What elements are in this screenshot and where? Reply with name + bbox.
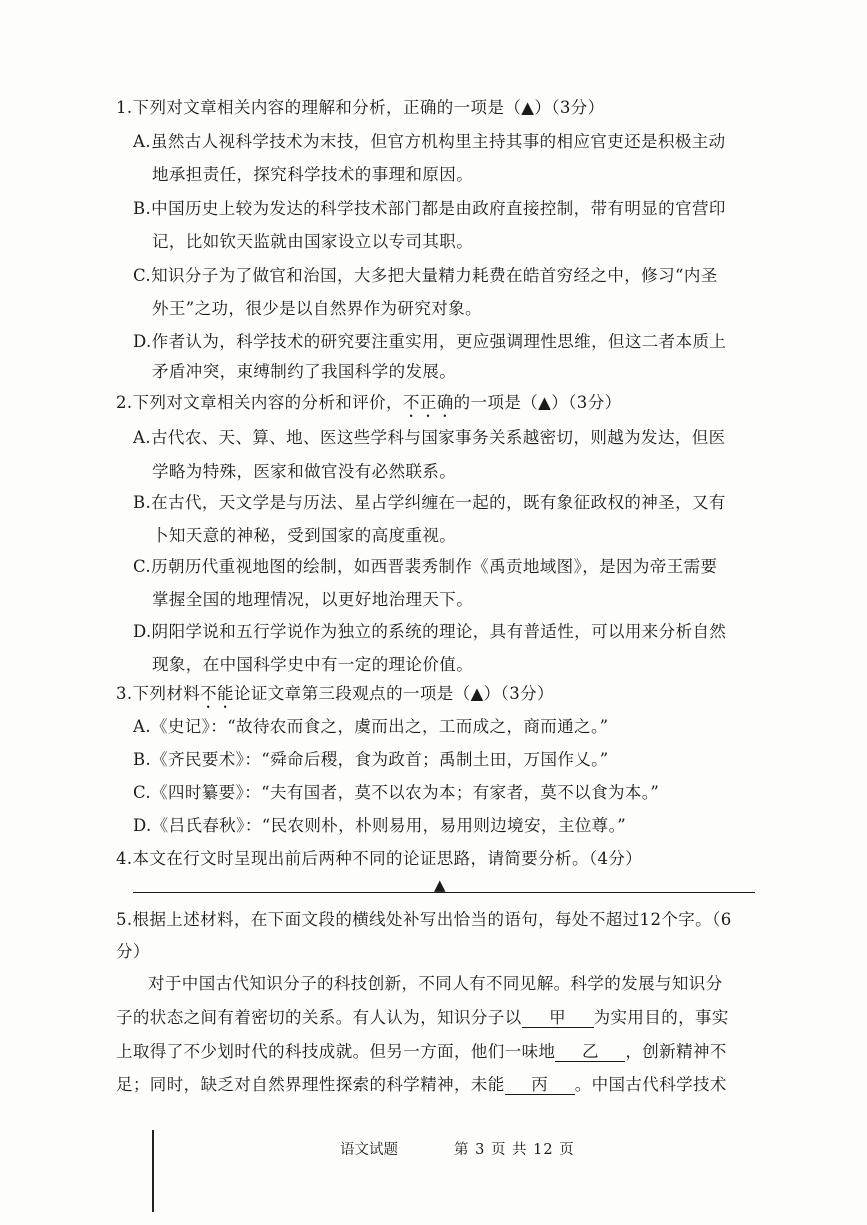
q1-option-c-cont: 外王”之功，很少是以自然界作为研究对象。: [152, 299, 482, 318]
blank-bing: 丙: [505, 1076, 575, 1095]
q2-option-c-cont: 掌握全国的地理情况，以更好地治理天下。: [152, 590, 474, 609]
q3-stem: [116, 680, 554, 712]
q3-option-c: C.《四时纂要》：“夫有国者，莫不以农为本；有家者，莫不以食为本。”: [133, 783, 660, 802]
q2-stem-pre: 2.下列对文章相关内容的分析和评价，: [116, 393, 403, 412]
q1-option-a-cont: 地承担责任，探究科学技术的事理和原因。: [152, 165, 474, 184]
answer-line: [133, 892, 755, 893]
footer-page-info: 第 3 页 共 12 页: [454, 1142, 575, 1158]
q5-p4-post: 。中国古代科学技术: [574, 1075, 727, 1094]
q5-paragraph-line3: [116, 1038, 727, 1062]
q1-option-c: C.知识分子为了做官和治国，大多把大量精力耗费在皓首穷经之中，修习“内圣: [133, 266, 718, 285]
blank-jia: 甲: [522, 1009, 594, 1028]
q2-option-b-cont: 卜知天意的神秘，受到国家的高度重视。: [152, 526, 457, 545]
q1-option-b-cont: 记，比如钦天监就由国家设立以专司其职。: [152, 232, 474, 251]
q1-option-b: B.中国历史上较为发达的科学技术部门都是由政府直接控制，带有明显的官营印: [133, 199, 726, 218]
q5-stem-line2: 分）: [116, 942, 150, 961]
q5-p2-pre: 子的状态之间有着密切的关系。有人认为，知识分子以: [116, 1008, 522, 1027]
q1-stem: 1.下列对文章相关内容的理解和分析，正确的一项是（▲）（3分）: [116, 98, 605, 117]
q5-p2-post: 为实用目的，事实: [593, 1008, 729, 1027]
q1-option-a: A.虽然古人视科学技术为末技，但官方机构里主持其事的相应官吏还是积极主动: [133, 132, 726, 151]
q2-option-d-cont: 现象，在中国科学史中有一定的理论价值。: [152, 655, 474, 674]
q2-option-d: D.阴阳学说和五行学说作为独立的系统的理论，具有普适性，可以用来分析自然: [133, 622, 727, 641]
q2-option-c: C.历朝历代重视地图的绘制，如西晋裴秀制作《禹贡地域图》，是因为帝王需要: [133, 557, 718, 576]
q2-option-a: A.古代农、天、算、地、医这些学科与国家事务关系越密切，则越为发达，但医: [133, 428, 726, 447]
q3-stem-post: 论证文章第三段观点的一项是（▲）（3分）: [233, 684, 554, 703]
blank-yi: 乙: [555, 1043, 625, 1062]
q2-stem-emphasis: 不正确: [402, 393, 454, 412]
q5-paragraph-line2: [116, 1004, 729, 1028]
q2-option-b: B.在古代，天文学是与历法、星占学纠缠在一起的，既有象征政权的神圣，又有: [133, 493, 726, 512]
q1-option-d: D.作者认为，科学技术的研究要注重实用，更应强调理性思维，但这二者本质上: [133, 332, 727, 351]
q5-p3-post: ，创新精神不: [625, 1042, 727, 1061]
q5-stem-line1: 5.根据上述材料，在下面文段的横线处补写出恰当的语句，每处不超过12个字。（6: [116, 910, 732, 929]
q2-option-a-cont: 学略为特殊，医家和做官没有必然联系。: [152, 462, 457, 481]
q3-option-b: B.《齐民要术》：“舜命后稷，食为政首；禹制土田，万国作乂。”: [133, 750, 609, 769]
q5-p4-pre: 足；同时，缺乏对自然界理性探索的科学精神，未能: [116, 1075, 505, 1094]
q3-option-d: D.《吕氏春秋》：“民农则朴，朴则易用，易用则边境安，主位尊。”: [133, 816, 627, 835]
q3-stem-pre: 3.下列材料: [116, 684, 201, 703]
q1-option-d-cont: 矛盾冲突，束缚制约了我国科学的发展。: [152, 362, 457, 381]
q2-stem: [116, 389, 622, 421]
q5-p3-pre: 上取得了不少划时代的科技成就。但另一方面，他们一味地: [116, 1042, 556, 1061]
footer-subject: 语文试题: [340, 1142, 398, 1158]
q4-stem: 4.本文在行文时呈现出前后两种不同的论证思路，请简要分析。（4分）: [116, 849, 643, 868]
q3-option-a: A.《史记》：“故待农而食之，虞而出之，工而成之，商而通之。”: [133, 717, 609, 736]
q3-stem-emphasis: 不能: [200, 684, 234, 703]
q5-paragraph-line1: 对于中国古代知识分子的科技创新，不同人有不同见解。科学的发展与知识分: [148, 974, 723, 993]
q2-stem-post: 的一项是（▲）（3分）: [453, 393, 622, 412]
q5-paragraph-line4: [116, 1071, 727, 1095]
binding-margin-line: [152, 1130, 154, 1212]
answer-mark-icon: ▲: [434, 876, 446, 894]
